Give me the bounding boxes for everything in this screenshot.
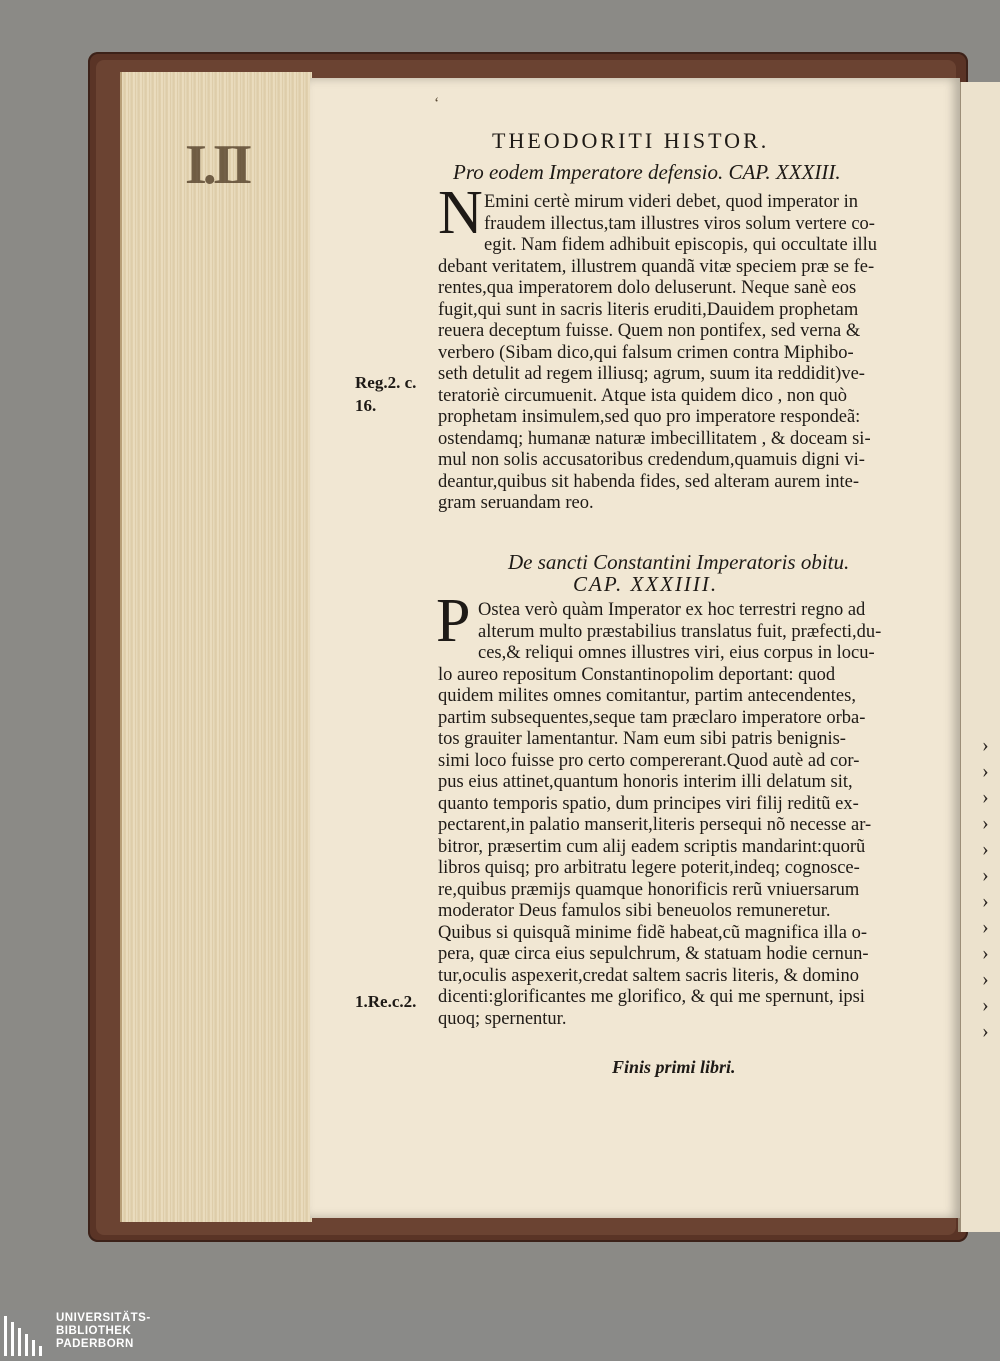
logo-line-1: UNIVERSITÄTS- xyxy=(56,1312,151,1324)
text-line: pectarent,in palatio manserit,literis persequi nõ necesse ar- xyxy=(438,815,872,835)
text-line: quidem milites omnes comitantur, partim antecendentes, xyxy=(438,686,856,706)
library-logo-icon xyxy=(2,1314,46,1358)
text-line: rentes,qua imperatorem dolo deluserunt. Neque sanè eos xyxy=(438,278,857,298)
text-line: debant veritatem, illustrem quandã vitæ speciem præ se fe- xyxy=(438,256,875,277)
text-line: lo aureo repositum Constantinopolim deportant: quod xyxy=(438,664,836,685)
text-line: tur,oculis aspexerit,credat saltem sacris literis, & domino xyxy=(438,965,860,986)
library-logo-text xyxy=(56,1312,151,1350)
text-line: prophetam insimulem,sed quo pro imperatore respondeã: xyxy=(438,407,861,427)
text-line: pus eius attinet,quantum honoris interim illi delatum sit, xyxy=(438,772,853,792)
margin-note-re: 1.Re.c.2. xyxy=(355,992,417,1011)
text-line: mul non solis accusatoribus credendum,quamuis digni vi- xyxy=(438,450,865,470)
chapter-heading-34: CAP. XXXIIII. xyxy=(573,572,719,596)
spine-mark: I.II xyxy=(185,134,249,196)
chapter-heading-33: Pro eodem Imperatore defensio. CAP. XXXIII. xyxy=(453,160,841,184)
finis-line: Finis primi libri. xyxy=(612,1057,736,1077)
page-mark: ‘ xyxy=(434,95,440,112)
chapter-title-34: De sancti Constantini Imperatoris obitu. xyxy=(508,550,850,574)
text-line: egit. Nam fidem adhibuit episcopis, qui occultate illu xyxy=(484,235,878,255)
text-line: partim subsequentes,seque tam præclaro imperatore orba- xyxy=(438,707,866,728)
logo-line-2: BIBLIOTHEK xyxy=(56,1324,132,1337)
margin-note-reg-16: 16. xyxy=(355,396,377,415)
text-line: quoq; spernentur. xyxy=(438,1008,567,1029)
text-line: tos grauiter lamentantur. Nam eum sibi patris benignis- xyxy=(438,729,846,749)
text-line: alterum multo præstabilius translatus fuit, præfecti,du- xyxy=(478,621,882,642)
text-line: Emini certè mirum videri debet, quod imperator in xyxy=(484,192,859,212)
chapter-34-text xyxy=(438,600,918,1030)
text-line: teratoriè circumuenit. Atque ista quidem dico , non quò xyxy=(438,385,847,406)
text-line: pera, quæ circa eius sepulchrum, & statuam hodie cernun- xyxy=(438,944,869,964)
text-line: Ostea verò quàm Imperator ex hoc terrestri regno ad xyxy=(478,600,866,620)
text-line: dicenti:glorificantes me glorifico, & qui me spernunt, ipsi xyxy=(438,987,865,1007)
text-line: Quibus si quisquã minime fidẽ habeat,cũ magnifica illa o- xyxy=(438,922,867,943)
text-line: ces,& reliqui omnes illustres viri, eius corpus in locu- xyxy=(478,643,875,663)
text-line: fraudem illectus,tam illustres viros solum vertere co- xyxy=(484,213,875,234)
running-header: THEODORITI HISTOR. xyxy=(492,128,770,153)
facing-page-marks: › › › › › › › › › › › › xyxy=(982,734,989,1042)
text-line: deantur,quibus sit habenda fides, sed alteram aurem inte- xyxy=(438,471,860,492)
text-line: verbero (Sibam dico,qui falsum crimen contra Miphibo- xyxy=(438,342,854,363)
margin-note-reg: Reg.2. c. xyxy=(355,373,417,392)
text-line: bitror, præsertim cum alij eadem scriptis mandarint:quorũ xyxy=(438,836,866,857)
page-block-edge xyxy=(120,72,312,1222)
text-line: reuera deceptum fuisse. Quem non pontifex, sed verna & xyxy=(438,321,861,341)
text-line: seth detulit ad regem illiusq; agrum, suum ita reddidit)ve- xyxy=(438,364,865,384)
text-line: fugit,qui sunt in sacris literis eruditi,Dauidem prophetam xyxy=(438,299,859,320)
text-line: libros quisq; pro arbitratu legere poterit,indeq; cognosce- xyxy=(438,858,860,878)
facing-page-edge xyxy=(958,82,1000,1232)
logo-line-3: PADERBORN xyxy=(56,1337,134,1350)
text-line: gram seruandam reo. xyxy=(438,493,594,513)
text-line: simi loco fuisse pro certo compererant.Quod autè ad cor- xyxy=(438,750,860,771)
chapter-33-text xyxy=(438,192,918,515)
text-line: re,quibus præmijs quamque honorificis rerũ vniuersarum xyxy=(438,879,860,900)
drop-cap-n: N xyxy=(438,179,483,247)
drop-cap-p: P xyxy=(436,587,471,655)
text-line: quanto temporis spatio, dum principes viri filij reditũ ex- xyxy=(438,793,859,814)
text-line: ostendamq; humanæ naturæ imbecillitatem , & doceam si- xyxy=(438,428,871,449)
text-line: moderator Deus famulos sibi beneuolos remuneretur. xyxy=(438,901,831,921)
